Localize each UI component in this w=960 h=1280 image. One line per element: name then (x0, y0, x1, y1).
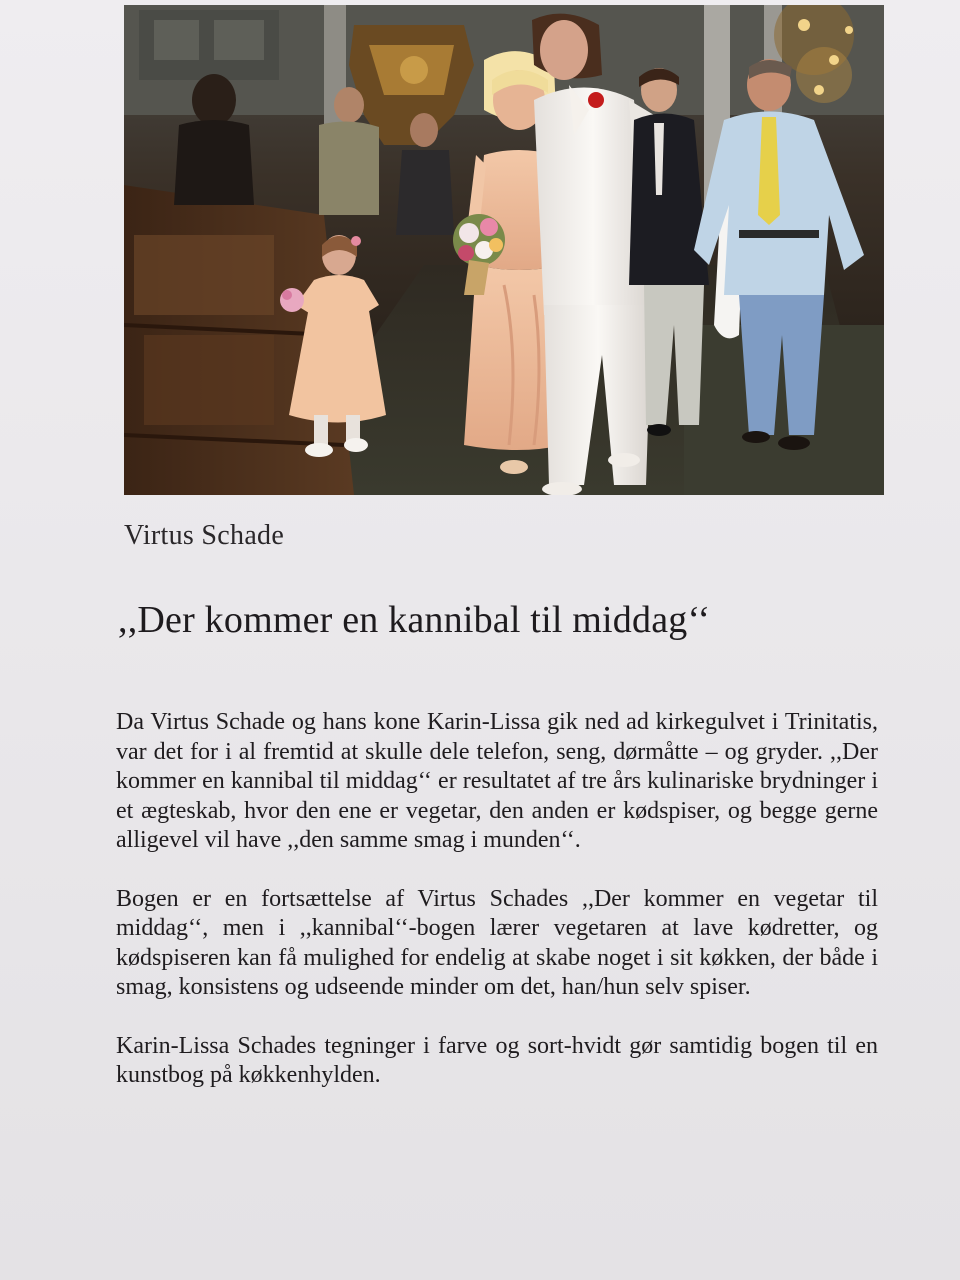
blurb-paragraph: Bogen er en fortsættelse af Virtus Schades ,,Der kommer en vegetar til middag‘‘, men i ,,kannibal‘‘-bogen lærer vegetaren at lave kødretter, og kødspiseren kan få mulighed for endelig at skabe noget i sit køkken, der både i smag, konsistens og udseende minder om det, han/hun selv spiser. (116, 885, 878, 1000)
blurb-paragraph: Da Virtus Schade og hans kone Karin-Lissa gik ned ad kirkegulvet i Trinitatis, var det for i al fremtid at skulle dele telefon, seng, dørmåtte – og gryder. ,,Der kommer en kannibal til middag‘‘ er resultatet af tre års kulinariske brydninger i et ægteskab, hvor den ene er vegetar, den anden er kødspiser, og begge gerne alligevel vil have ,,den samme smag i munden‘‘. (116, 709, 878, 853)
blurb-text (116, 708, 878, 1120)
book-title: ,,Der kommer en kannibal til middag‘‘ (118, 599, 711, 641)
wedding-photo-illustration (124, 5, 884, 495)
author-name: Virtus Schade (124, 520, 285, 551)
blurb-paragraph: Karin-Lissa Schades tegninger i farve og sort-hvidt gør samtidig bogen til en kunstbog på køkkenhylden. (116, 1032, 878, 1088)
wedding-photo (124, 5, 884, 495)
